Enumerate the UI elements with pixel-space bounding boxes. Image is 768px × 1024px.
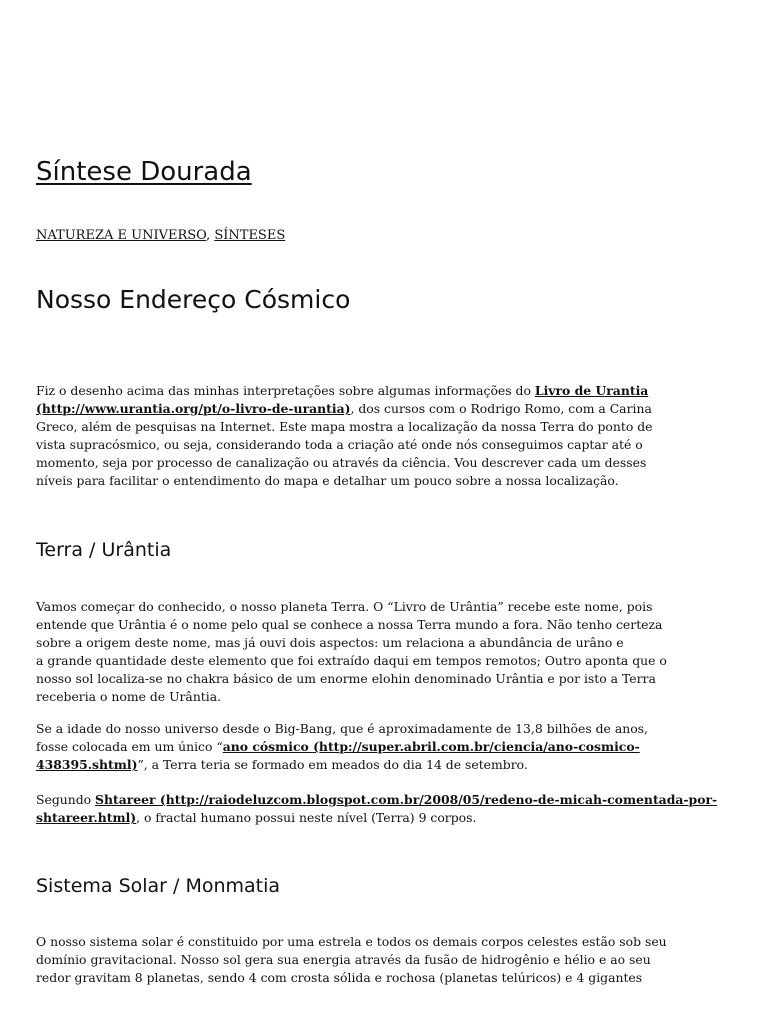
terra-text: sobre a origem deste nome, mas já ouvi dois aspectos: um relaciona a abundância de urâno e — [36, 635, 624, 650]
site-title — [36, 154, 252, 190]
shtareer-link[interactable]: Shtareer (http://raiodeluzcom.blogspot.com.br/2008/05/redeno-de-micah-comentada-por- — [95, 792, 718, 807]
ano-cosmico-link[interactable]: ano cósmico (http://super.abril.com.br/ciencia/ano-cosmico- — [222, 739, 640, 754]
post-categories — [36, 226, 285, 246]
sistema-text: domínio gravitacional. Nosso sol gera sua energia através da fusão de hidrogênio e hélio e ao seu — [36, 952, 651, 967]
sistema-paragraph-1 — [36, 933, 736, 987]
ano-cosmico-link-cont[interactable]: 438395.shtml) — [36, 757, 138, 772]
terra-text: Vamos começar do conhecido, o nosso planeta Terra. O “Livro de Urântia” recebe este nome, pois — [36, 599, 653, 614]
terra-text: entende que Urântia é o nome pelo qual se conhece a nossa Terra mundo a fora. Não tenho certeza — [36, 617, 663, 632]
terra-text: Se a idade do nosso universo desde o Big-Bang, que é aproximadamente de 13,8 bilhões de anos, — [36, 721, 648, 736]
intro-text: Fiz o desenho acima das minhas interpretações sobre algumas informações do — [36, 383, 535, 398]
terra-text: receberia o nome de Urântia. — [36, 689, 222, 704]
terra-paragraph-2 — [36, 720, 736, 774]
post-title: Nosso Endereço Cósmico — [36, 285, 351, 314]
section-heading-sistema-solar: Sistema Solar / Monmatia — [36, 875, 281, 897]
category-link-sinteses[interactable]: SÍNTESES — [214, 228, 286, 243]
livro-urantia-url-link[interactable]: (http://www.urantia.org/pt/o-livro-de-urantia) — [36, 401, 351, 416]
intro-paragraph — [36, 382, 736, 490]
terra-text: ”, a Terra teria se formado em meados do dia 14 de setembro. — [137, 757, 528, 772]
site-title-link[interactable]: Síntese Dourada — [36, 157, 252, 187]
category-link-natureza[interactable]: NATUREZA E UNIVERSO — [36, 228, 207, 243]
terra-text: nosso sol localiza-se no chakra básico de um enorme elohin denominado Urântia e por isto a Terra — [36, 671, 656, 686]
intro-text: vista supracósmico, ou seja, considerando toda a criação até onde nós conseguimos captar até o — [36, 437, 643, 452]
section-heading-terra: Terra / Urântia — [36, 539, 172, 561]
intro-text: níveis para facilitar o entendimento do mapa e detalhar um pouco sobre a nossa localização. — [36, 473, 619, 488]
terra-text: fosse colocada em um único “ — [36, 739, 223, 754]
shtareer-link-cont[interactable]: shtareer.html) — [36, 810, 137, 825]
intro-text: momento, seja por processo de canalização ou através da ciência. Vou descrever cada um desses — [36, 455, 647, 470]
terra-text: Segundo — [36, 792, 96, 807]
category-separator: , — [206, 228, 211, 243]
terra-text: , o fractal humano possui neste nível (Terra) 9 corpos. — [136, 810, 477, 825]
intro-text: Greco, além de pesquisas na Internet. Este mapa mostra a localização da nossa Terra do ponto de — [36, 419, 653, 434]
terra-text: a grande quantidade deste elemento que foi extraído daqui em tempos remotos; Outro aponta que o — [36, 653, 667, 668]
terra-paragraph-1 — [36, 598, 736, 706]
terra-paragraph-3 — [36, 791, 736, 827]
sistema-text: O nosso sistema solar é constituido por uma estrela e todos os demais corpos celestes estão sob seu — [36, 934, 667, 949]
intro-text: , dos cursos com o Rodrigo Romo, com a Carina — [350, 401, 652, 416]
livro-urantia-link[interactable]: Livro de Urantia — [534, 383, 649, 398]
sistema-text: redor gravitam 8 planetas, sendo 4 com crosta sólida e rochosa (planetas telúricos) e 4 gigantes — [36, 970, 643, 985]
